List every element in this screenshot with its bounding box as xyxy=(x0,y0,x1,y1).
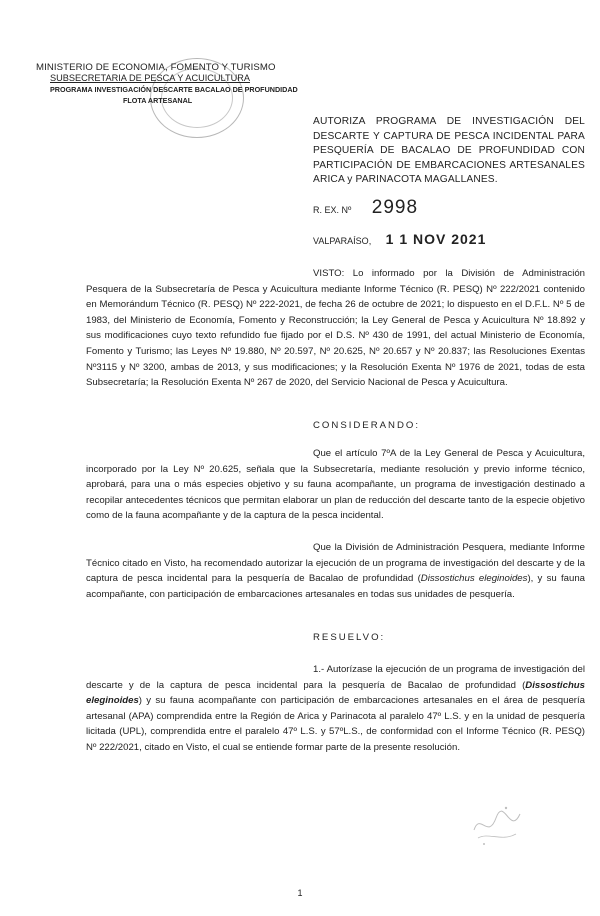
considerando-paragraph-2 xyxy=(86,540,585,602)
resuelvo-1-text-b: ) y su fauna acompañante con participación de embarcaciones artesanales en el área de pesquería artesanal (APA) comprendida entre la Región de Arica y Parinacota al paralelo 47º L.S. y en la unidad de pesquería licitada (UPL), comprendida entre el paralelo 47º L.S. y 57ºL.S., de conformidad con el Informe Técnico (R. PESQ) Nº 222/2021, citado en Visto, el cual se entiende formar parte de la presente resolución. xyxy=(86,695,585,753)
ministry-name: MINISTERIO DE ECONOMIA, FOMENTO Y TURISMO xyxy=(36,62,276,73)
resuelvo-heading: RESUELVO: xyxy=(313,632,386,643)
resuelvo-1-text-a: 1.- Autorízase la ejecución de un programa de investigación del descarte y de la captura de pesca incidental para la pesquería de Bacalao de profundidad ( xyxy=(86,664,585,691)
visto-paragraph: VISTO: Lo informado por la División de Administración Pesquera de la Subsecretaría de Pesca y Acuicultura mediante Informe Técnico (R. PESQ) Nº 222/2021 contenido en Memorándum Técnico (R. PESQ) Nº 222-2021, de fecha 26 de octubre de 2021; lo dispuesto en el D.F.L. Nº 5 de 1983, del Ministerio de Economía, Fomento y Reconstrucción; la Ley General de Pesca y Acuicultura Nº 18.892 y sus modificaciones cuyo texto refundido fue fijado por el D.S. Nº 430 de 1991, del actual Ministerio de Economía, Fomento y Turismo; las Leyes Nº 19.880, Nº 20.597, Nº 20.625, Nº 20.657 y Nº 20.837; las Resoluciones Exentas Nº3115 y Nº 3200, ambas de 2013, y sus modificaciones; y la Resolución Exenta Nº 1976 de 2021, todas de esta Subsecretaría; la Resolución Exenta Nº 267 de 2020, del Servicio Nacional de Pesca y Acuicultura. xyxy=(86,268,585,389)
letterhead xyxy=(36,62,298,106)
page-number: 1 xyxy=(297,888,303,898)
signature-mark xyxy=(466,800,528,848)
resolution-number-line xyxy=(313,197,418,219)
considerando-heading: CONSIDERANDO: xyxy=(313,420,421,431)
considerando-paragraph-1: Que el artículo 7ºA de la Ley General de Pesca y Acuicultura, incorporado por la Ley Nº 20.625, señala que la Subsecretaría, mediante resolución y previo informe técnico, aprobará, para una o más especies objetivo y su fauna acompañante, un programa de investigación destinado a recopilar antecedentes técnicos que permitan elaborar un plan de reducción del descarte tanto de la especie objetivo como de la fauna acompañante y de la captura de la pesca incidental. xyxy=(86,448,585,522)
place: VALPARAÍSO, xyxy=(313,236,372,246)
species-name: Dissostichus eleginoides xyxy=(86,679,585,707)
resuelvo-paragraph-1 xyxy=(86,662,585,756)
subsecretaria-name: SUBSECRETARIA DE PESCA Y ACUICULTURA xyxy=(50,73,250,83)
document-title: AUTORIZA PROGRAMA DE INVESTIGACIÓN DEL DESCARTE Y CAPTURA DE PESCA INCIDENTAL PARA PESQUERÍA DE BACALAO DE PROFUNDIDAD CON PARTICIPACIÓN DE EMBARCACIONES ARTESANALES ARICA y PARINACOTA MAGALLANES. xyxy=(313,116,585,186)
program-name: PROGRAMA INVESTIGACIÓN DESCARTE BACALAO DE PROFUNDIDAD xyxy=(50,85,298,94)
place-date-line xyxy=(313,231,486,249)
resolution-number: 2998 xyxy=(371,197,419,218)
date-stamp: 1 1 NOV 2021 xyxy=(385,231,487,247)
considerando-2-text-b: ), y su fauna acompañante, con participación de embarcaciones artesanales en todas sus unidades de pesquería. xyxy=(86,573,585,600)
fleet-name: FLOTA ARTESANAL xyxy=(123,96,193,105)
species-name: Dissostichus eleginoides xyxy=(420,573,528,585)
considerando-2-text-a: Que la División de Administración Pesquera, mediante Informe Técnico citado en Visto, ha recomendado autorizar la ejecución de un programa de investigación del descarte y de la captura de pesca incidental para la pesquería de Bacalao de profundidad ( xyxy=(86,542,585,585)
resolution-label: R. EX. Nº xyxy=(313,205,352,215)
